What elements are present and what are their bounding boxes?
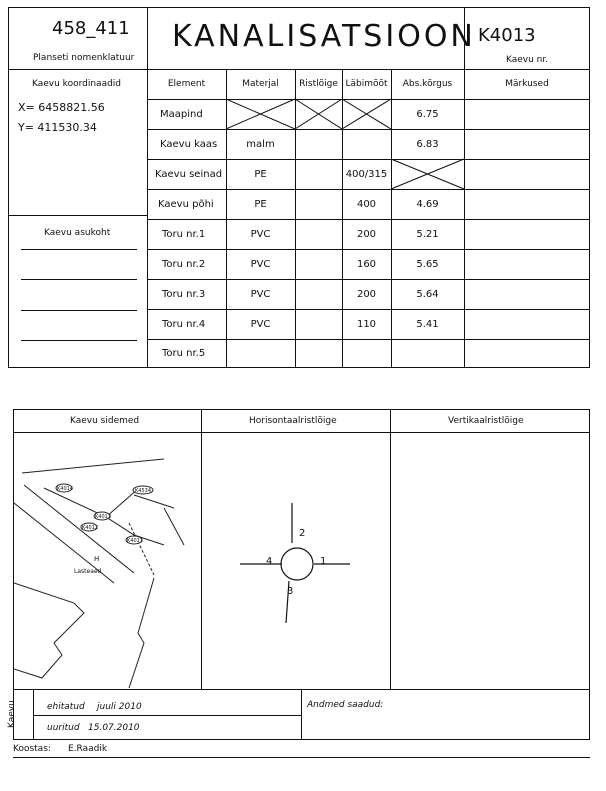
table-row-element: Toru nr.5 — [162, 348, 206, 359]
author-underline — [13, 757, 590, 758]
table-row-material: PVC — [250, 288, 271, 300]
table-row-material: PVC — [250, 228, 271, 240]
table-row-material: malm — [246, 138, 275, 150]
table-row-abs: 4.69 — [416, 198, 439, 210]
sheet-number: 458_411 — [52, 18, 130, 39]
table-row-element: Kaevu põhi — [158, 198, 214, 210]
crossed-cells — [0, 0, 606, 380]
coord-y: Y= 411530.34 — [18, 121, 97, 134]
pipe-number: 2 — [299, 528, 306, 539]
table-row-diameter: 110 — [356, 318, 377, 330]
table-header-notes: Märkused — [505, 79, 549, 89]
table-row-element: Kaevu seinad — [155, 168, 223, 180]
panel-heading-horizontal: Horisontaalristlõige — [249, 416, 337, 426]
sketch-label: K4012 — [82, 525, 99, 531]
table-row-diameter: 400 — [356, 198, 377, 210]
pipe-number: 1 — [320, 556, 327, 567]
table-row-material: PE — [254, 168, 267, 180]
panel-heading-links: Kaevu sidemed — [70, 416, 140, 426]
table-row-material: PVC — [250, 258, 271, 270]
table-row-diameter: 200 — [356, 228, 377, 240]
table-row-diameter: 160 — [356, 258, 377, 270]
table-row-material: PE — [254, 198, 267, 210]
sketch-label: H — [94, 555, 100, 563]
table-row-diameter: 400/315 — [345, 168, 388, 180]
table-row-element: Toru nr.2 — [162, 258, 206, 270]
table-header-material: Materjal — [242, 79, 279, 89]
sketch-label: K4013 — [95, 514, 112, 520]
table-header-abs: Abs.kõrgus — [402, 79, 453, 89]
table-row-element: Maapind — [160, 108, 203, 120]
sheet-label: Planseti nomenklatuur — [33, 53, 135, 63]
coord-x: X= 6458821.56 — [18, 101, 105, 114]
location-sketch — [14, 433, 200, 688]
table-row-element: Toru nr.3 — [162, 288, 206, 300]
sketch-label: K4534 — [135, 488, 152, 494]
author-label: Koostas: — [13, 744, 51, 754]
well-number: K4013 — [478, 25, 536, 46]
sketch-label: Lasteaed — [74, 568, 102, 575]
table-row-element: Kaevu kaas — [160, 138, 218, 150]
table-header-cross: Ristlõige — [299, 79, 338, 89]
table-header-diameter: Läbimõõt — [345, 79, 388, 89]
well-number-label: Kaevu nr. — [506, 55, 549, 65]
pipe-number: 4 — [266, 556, 273, 567]
sketch-label: K4011 — [127, 538, 144, 544]
table-row-abs: 5.41 — [416, 318, 439, 330]
location-heading: Kaevu asukoht — [44, 228, 111, 238]
table-row-abs: 5.21 — [416, 228, 439, 240]
kaevu-label: Kaevu — [7, 700, 17, 728]
checked-value: 15.07.2010 — [88, 723, 140, 733]
sketch-label: K4014 — [57, 486, 74, 492]
page-title: KANALISATSIOON — [172, 19, 476, 54]
panel-heading-vertical: Vertikaalristlõige — [448, 416, 524, 426]
checked-label: uuritud — [47, 723, 80, 733]
table-header-element: Element — [167, 79, 206, 89]
table-row-diameter: 200 — [356, 288, 377, 300]
table-row-abs: 6.75 — [416, 108, 439, 120]
coords-heading: Kaevu koordinaadid — [32, 79, 122, 89]
table-row-abs: 5.65 — [416, 258, 439, 270]
table-row-abs: 6.83 — [416, 138, 439, 150]
built-label: ehitatud — [47, 702, 85, 712]
received-label: Andmed saadud: — [307, 700, 384, 710]
horizontal-section-drawing — [202, 433, 390, 688]
built-value: juuli 2010 — [97, 702, 142, 712]
table-row-material: PVC — [250, 318, 271, 330]
author-value: E.Raadik — [68, 744, 108, 754]
table-row-element: Toru nr.4 — [162, 318, 206, 330]
pipe-number: 3 — [287, 586, 294, 597]
table-row-abs: 5.64 — [416, 288, 439, 300]
table-row-element: Toru nr.1 — [162, 228, 206, 240]
